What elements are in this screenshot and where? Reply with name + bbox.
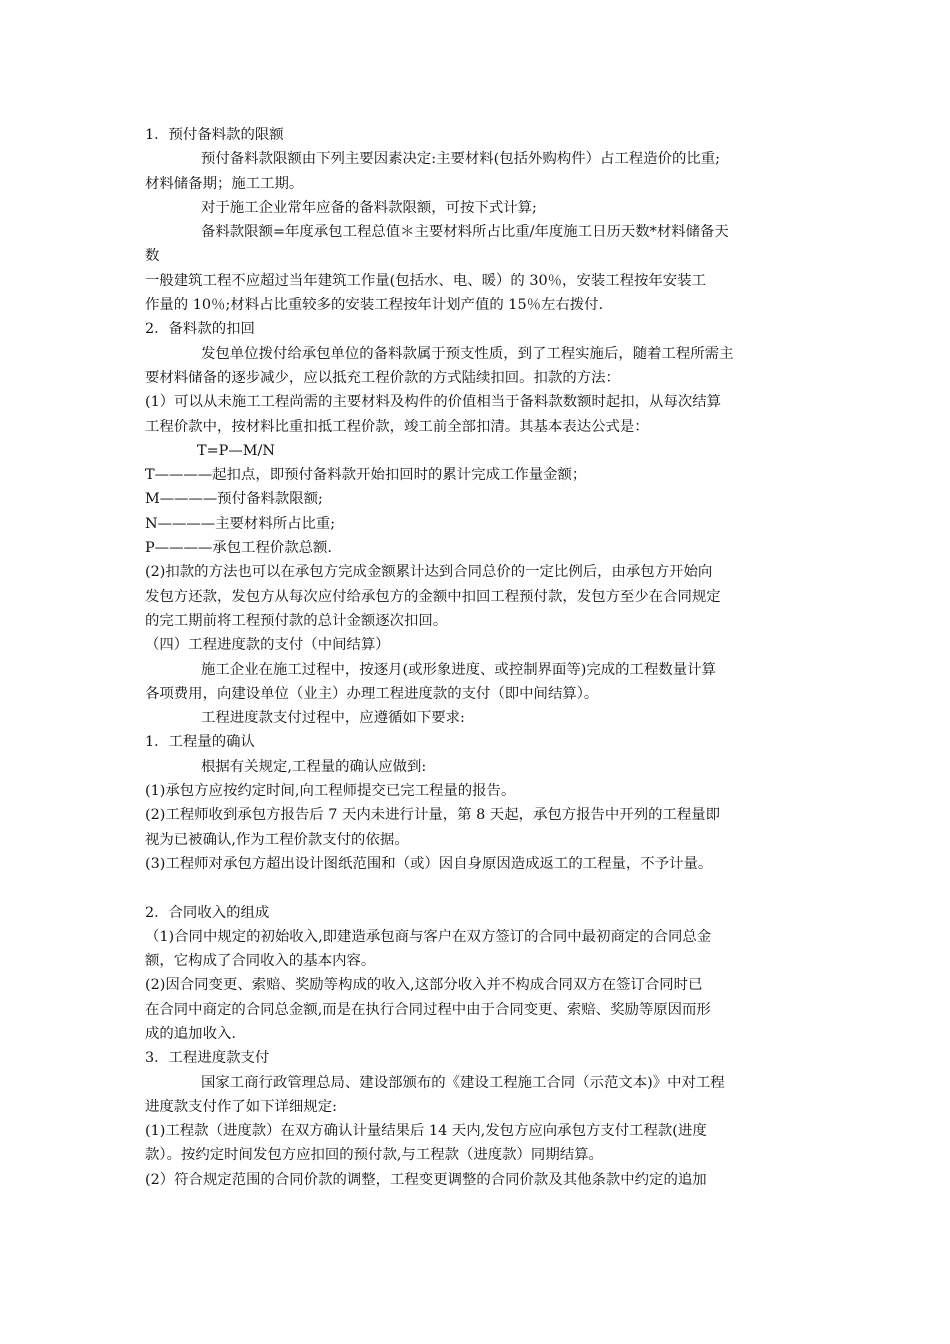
paragraph-line: 预付备料款限额由下列主要因素决定:主要材料(包括外购构件）占工程造价的比重; (201, 151, 720, 168)
list-item: (1)承包方应按约定时间,向工程师提交已完工程量的报告。 (145, 783, 516, 800)
list-item: (1)工程款（进度款）在双方确认计量结果后 14 天内,发包方应向承包方支付工程款(进度 (145, 1123, 707, 1140)
paragraph-line: 进度款支付作了如下详细规定: (145, 1098, 337, 1115)
definition-line: M————预付备料款限额; (145, 491, 323, 508)
list-item: (3)工程师对承包方超出设计图纸范围和（或）因自身原因造成返工的工程量，不予计量。 (145, 855, 713, 872)
paragraph-line: 国家工商行政管理总局、建设部颁布的《建设工程施工合同（示范文本)》中对工程 (201, 1074, 725, 1091)
definition-line: P————承包工程价款总额. (145, 540, 332, 557)
paragraph-line: 根据有关规定,工程量的确认应做到: (201, 758, 427, 775)
paragraph-line: 要材料储备的逐步减少，应以抵充工程价款的方式陆续扣回。扣款的方法： (145, 369, 620, 386)
section-heading: 1．预付备料款的限额 (145, 127, 284, 143)
paragraph-line: 款）。按约定时间发包方应扣回的预付款,与工程款（进度款）同期结算。 (145, 1147, 603, 1164)
section-heading: 3．工程进度款支付 (145, 1050, 270, 1067)
document-page (145, 123, 810, 1192)
formula-line: 备料款限额=年度承包工程总值＊主要材料所占比重/年度施工日历天数*材料储备天 (201, 224, 729, 241)
paragraph-line: 对于施工企业常年应备的备料款限额，可按下式计算; (201, 199, 537, 216)
formula-line: 数 (145, 248, 160, 265)
paragraph-line: 各项费用，向建设单位（业主）办理工程进度款的支付（即中间结算）。 (145, 685, 599, 702)
paragraph-line: 成的追加收入. (145, 1025, 236, 1042)
paragraph-line: 工程进度款支付过程中，应遵循如下要求: (201, 710, 465, 727)
list-item: (2)因合同变更、索赔、奖励等构成的收入,这部分收入并不构成合同双方在签订合同时已 (145, 977, 703, 994)
paragraph-line: 额，它构成了合同收入的基本内容。 (145, 953, 376, 970)
section-heading: 2．合同收入的组成 (145, 904, 270, 921)
section-heading: （四）工程进度款的支付（中间结算） (145, 637, 390, 654)
paragraph-line: 的完工期前将工程预付款的总计金额逐次扣回。 (145, 612, 448, 629)
list-item: (2）符合规定范围的合同价款的调整，工程变更调整的合同价款及其他条款中约定的追加 (145, 1171, 707, 1188)
formula-line: T=P—M/N (197, 442, 275, 459)
definition-line: N————主要材料所占比重; (145, 515, 336, 532)
list-item: (1）可以从未施工工程尚需的主要材料及构件的价值相当于备料款数额时起扣，从每次结算 (145, 394, 722, 411)
paragraph-line: 在合同中商定的合同总金额,而是在执行合同过程中由于合同变更、索赔、奖励等原因而形 (145, 1001, 711, 1018)
paragraph-line: 作量的 10％;材料占比重较多的安装工程按年计划产值的 15％左右拨付. (145, 297, 604, 314)
list-item: (2)工程师收到承包方报告后 7 天内未进行计量，第 8 天起，承包方报告中开列的工程量即 (145, 807, 721, 824)
paragraph-line: 工程价款中，按材料比重扣抵工程价款，竣工前全部扣清。其基本表达公式是： (145, 418, 649, 435)
paragraph-line: 视为已被确认,作为工程价款支付的依据。 (145, 831, 409, 848)
paragraph-line: 发包单位拨付给承包单位的备料款属于预支性质，到了工程实施后，随着工程所需主 (201, 345, 734, 362)
section-heading: 1．工程量的确认 (145, 734, 255, 751)
definition-line: T————起扣点，即预付备料款开始扣回时的累计完成工作量金额； (145, 467, 587, 484)
section-heading: 2．备料款的扣回 (145, 321, 255, 338)
blank-line (145, 876, 810, 900)
paragraph-line: 发包方还款，发包方从每次应付给承包方的金额中扣回工程预付款，发包方至少在合同规定 (145, 588, 721, 605)
paragraph-line: 一般建筑工程不应超过当年建筑工作量(包括水、电、暖）的 30％，安装工程按年安装工 (145, 272, 706, 289)
list-item: （1)合同中规定的初始收入,即建造承包商与客户在双方签订的合同中最初商定的合同总金 (145, 928, 712, 945)
list-item: (2)扣款的方法也可以在承包方完成金额累计达到合同总价的一定比例后，由承包方开始向 (145, 564, 713, 581)
paragraph-line: 材料储备期；施工工期。 (145, 175, 304, 192)
paragraph-line: 施工企业在施工过程中，按逐月(或形象进度、或控制界面等)完成的工程数量计算 (201, 661, 716, 678)
